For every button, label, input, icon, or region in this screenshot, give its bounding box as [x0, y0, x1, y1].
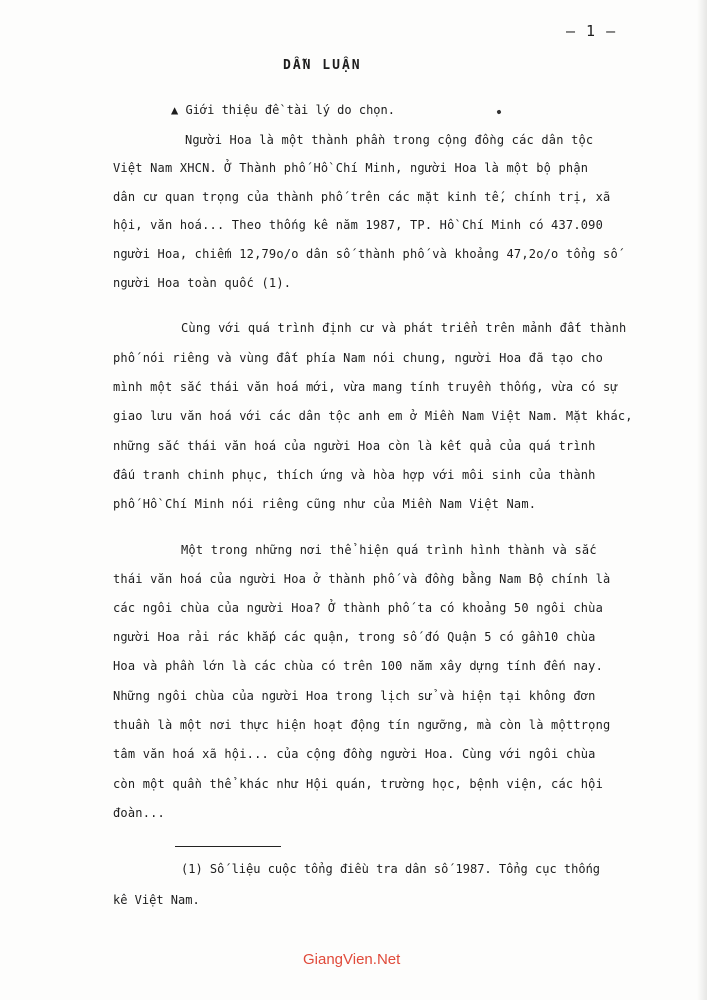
section-heading-text: Giới thiệu đề tài lý do chọn. — [185, 103, 395, 117]
body-line: đấu tranh chinh phục, thích ứng và hòa hợp với môi sinh của thành — [113, 468, 596, 482]
body-line: người Hoa, chiếm 12,79o/o dân số thành phố và khoảng 47,2o/o tổng số — [113, 247, 618, 261]
body-line: Những ngôi chùa của người Hoa trong lịch sử và hiện tại không đơn — [113, 689, 596, 703]
pen-mark — [496, 109, 501, 114]
body-line: hội, văn hoá... Theo thống kê năm 1987, TP. Hồ Chí Minh có 437.090 — [113, 218, 604, 232]
page-number: — 1 — — [566, 22, 617, 40]
body-line: những sắc thái văn hoá của người Hoa còn là kết quả của quá trình — [113, 439, 596, 453]
body-line: các ngôi chùa của người Hoa? Ở thành phố ta có khoảng 50 ngôi chùa — [113, 601, 604, 615]
body-line: giao lưu văn hoá với các dân tộc anh em ở Miền Nam Việt Nam. Mặt khác, — [113, 409, 633, 423]
body-line: Một trong những nơi thể hiện quá trình hình thành và sắc — [181, 543, 597, 557]
body-line: Việt Nam XHCN. Ở Thành phố Hồ Chí Minh, người Hoa là một bộ phận — [113, 161, 589, 175]
watermark-text: GiangVien.Net — [303, 951, 401, 968]
body-line: Hoa và phần lớn là các chùa có trên 100 năm xây dựng tính đến nay. — [113, 659, 604, 673]
chapter-title: DẪN LUẬN — [283, 58, 362, 73]
section-heading — [171, 103, 395, 117]
body-line: Cùng với quá trình định cư và phát triển trên mảnh đất thành — [181, 321, 627, 335]
body-line: người Hoa toàn quốc (1). — [113, 276, 292, 290]
footnote-line: kê Việt Nam. — [113, 893, 200, 907]
bullet-icon: ▲ — [171, 103, 186, 117]
body-line: phố nói riêng và vùng đất phía Nam nói chung, người Hoa đã tạo cho — [113, 351, 604, 365]
footnote-separator — [175, 846, 281, 847]
body-line: dân cư quan trọng của thành phố trên các mặt kinh tế, chính trị, xã — [113, 190, 611, 204]
body-line: người Hoa rải rác khắp các quận, trong số đó Quận 5 có gần10 chùa — [113, 630, 596, 644]
body-line: thuần là một nơi thực hiện hoạt động tín ngưỡng, mà còn là mộttrọng — [113, 718, 611, 732]
body-line: thái văn hoá của người Hoa ở thành phố và đồng bằng Nam Bộ chính là — [113, 572, 611, 586]
body-line: đoàn... — [113, 806, 165, 820]
body-line: mình một sắc thái văn hoá mới, vừa mang tính truyền thống, vừa có sự — [113, 380, 618, 394]
paper-edge-shadow — [697, 0, 707, 1000]
body-line: còn một quần thể khác như Hội quán, trường học, bệnh viện, các hội — [113, 777, 604, 791]
body-line: Người Hoa là một thành phần trong cộng đồng các dân tộc — [185, 133, 594, 147]
body-line: phố Hồ Chí Minh nói riêng cũng như của Miền Nam Việt Nam. — [113, 497, 537, 511]
footnote-line: (1) Số liệu cuộc tổng điều tra dân số 1987. Tổng cục thống — [181, 862, 601, 876]
body-line: tâm văn hoá xã hội... của cộng đồng người Hoa. Cùng với ngôi chùa — [113, 747, 596, 761]
